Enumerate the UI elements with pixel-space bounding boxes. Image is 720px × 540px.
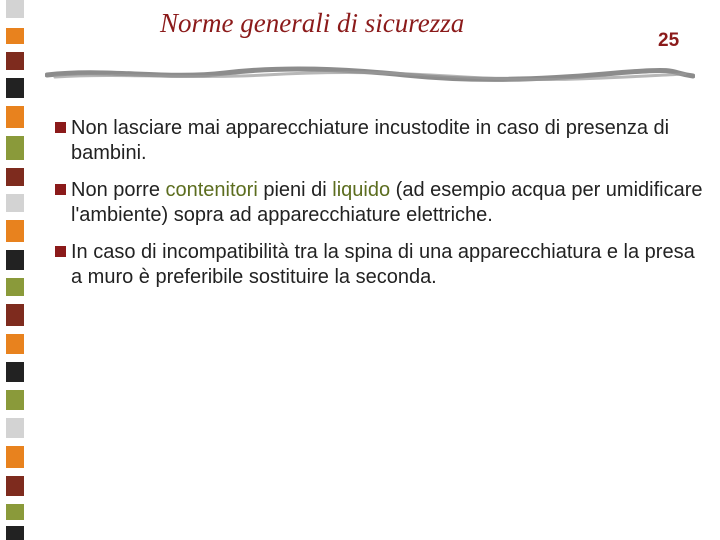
slide-title: Norme generali di sicurezza — [160, 8, 465, 38]
bullet-item — [55, 240, 705, 290]
square-bullet-icon — [55, 184, 66, 195]
square-bullet-icon — [55, 246, 66, 257]
slide-body — [55, 116, 705, 302]
bullet-text-part: Non porre — [71, 179, 166, 201]
highlighted-term: contenitori — [165, 179, 258, 201]
bullet-item — [55, 116, 705, 166]
decorative-divider — [45, 64, 695, 86]
decorative-color-strip — [6, 0, 24, 540]
square-bullet-icon — [55, 122, 66, 133]
bullet-text: In caso di incompatibilità tra la spina di una apparecchiatura e la presa a muro è preferibile sostituire la seconda. — [71, 241, 695, 288]
bullet-text-part: pieni di — [257, 179, 333, 201]
bullet-item — [55, 178, 705, 228]
bullet-text-part: (ad esempio acqua per umidificare l'ambiente) sopra ad apparecchiature elettriche. — [71, 179, 703, 226]
bullet-text: Non lasciare mai apparecchiature incustodite in caso di presenza di bambini. — [71, 117, 670, 164]
highlighted-term: liquido — [332, 179, 391, 201]
page-number: 25 — [658, 30, 680, 51]
